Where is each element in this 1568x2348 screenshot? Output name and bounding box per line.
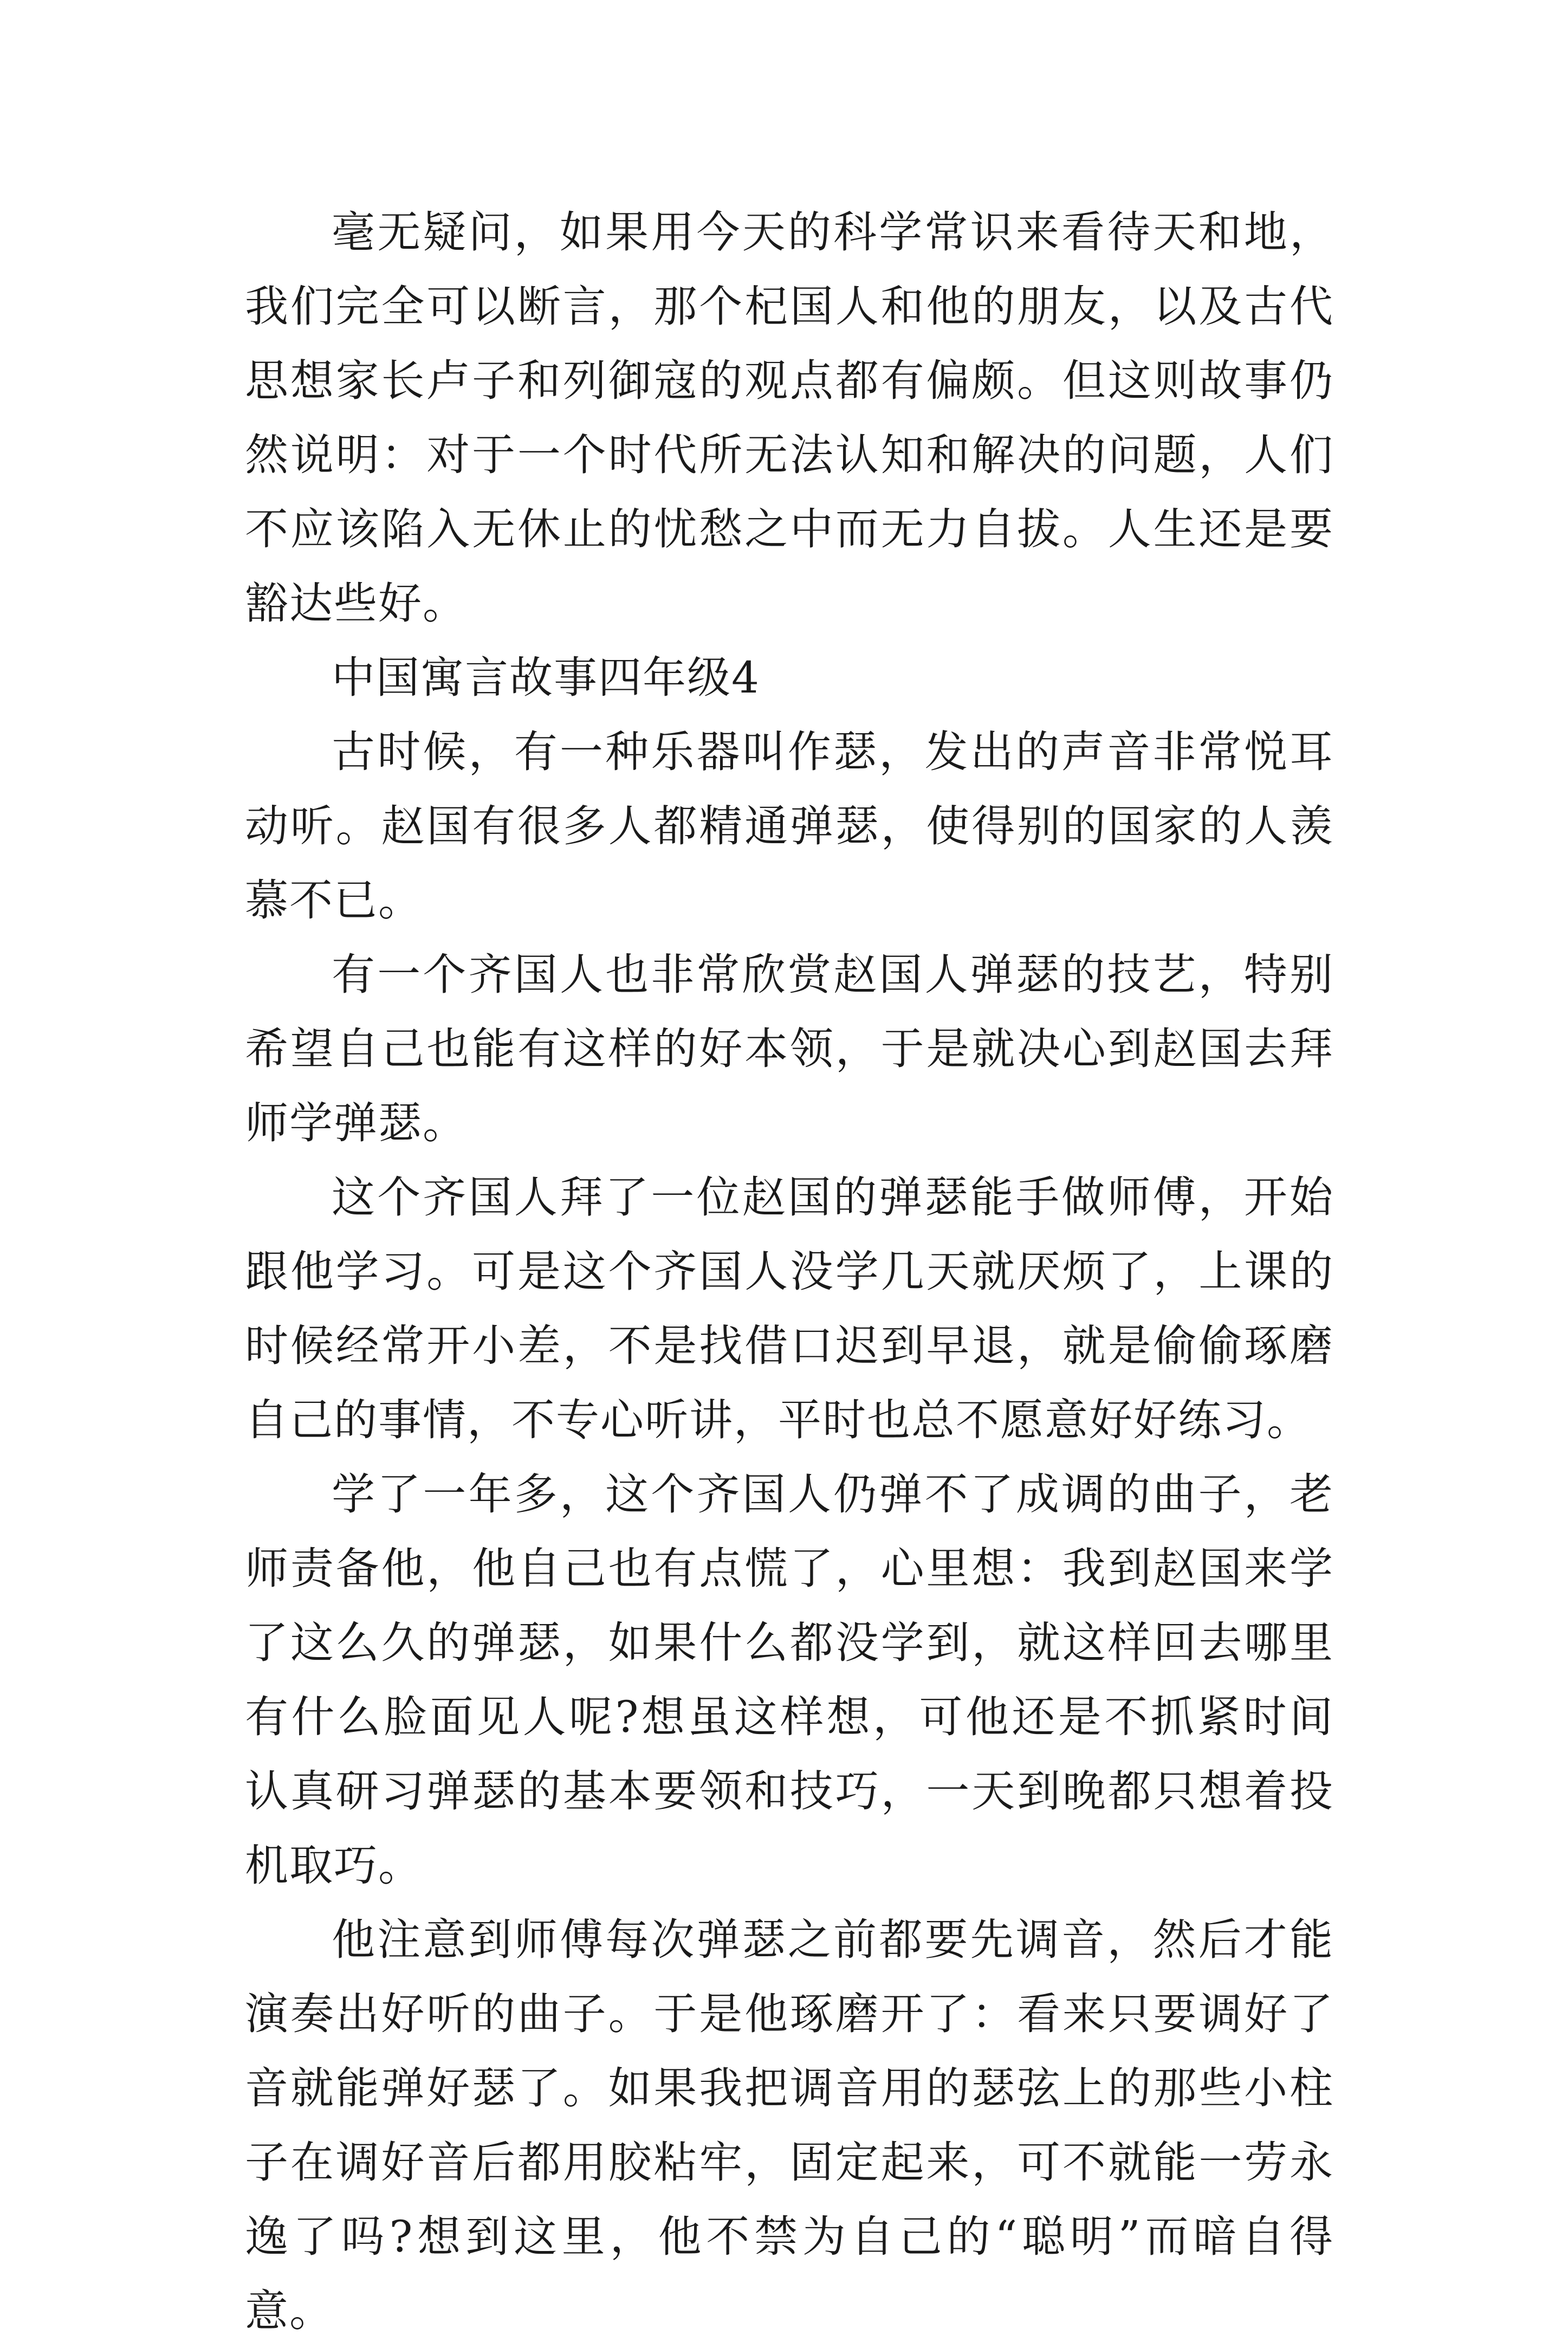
paragraph-tuning: 他注意到师傅每次弹瑟之前都要先调音，然后才能演奏出好听的曲子。于是他琢磨开了：看来只要调好了音就能弹好瑟了。如果我把调音用的瑟弦上的那些小柱子在调好音后都用胶粘牢，固定起来，可不就能一劳永逸了吗?想到这里，他不禁为自己的“聪明”而暗自得意。	[245, 1914, 1334, 2336]
paragraph-one-year: 学了一年多，这个齐国人仍弹不了成调的曲子，老师责备他，他自己也有点慌了，心里想：我到赵国来学了这么久的弹瑟，如果什么都没学到，就这样回去哪里有什么脸面见人呢?想虽这样想，可他还是不抓紧时间认真研习弹瑟的基本要领和技巧，一天到晚都只想着投机取巧。	[245, 1469, 1334, 1891]
paragraph-conclusion: 毫无疑问，如果用今天的科学常识来看待天和地，我们完全可以断言，那个杞国人和他的朋友，以及古代思想家长卢子和列御寇的观点都有偏颇。但这则故事仍然说明：对于一个时代所无法认知和解决的问题，人们不应该陷入无休止的忧愁之中而无力自拔。人生还是要豁达些好。	[245, 207, 1334, 629]
paragraph-qi-admires: 有一个齐国人也非常欣赏赵国人弹瑟的技艺，特别希望自己也能有这样的好本领，于是就决心到赵国去拜师学弹瑟。	[245, 949, 1334, 1148]
paragraph-intro: 古时候，有一种乐器叫作瑟，发出的声音非常悦耳动听。赵国有很多人都精通弹瑟，使得别的国家的人羡慕不已。	[245, 727, 1334, 926]
paragraph-learning: 这个齐国人拜了一位赵国的弹瑟能手做师傅，开始跟他学习。可是这个齐国人没学几天就厌烦了，上课的时候经常开小差，不是找借口迟到早退，就是偷偷琢磨自己的事情，不专心听讲，平时也总不愿意好好练习。	[245, 1172, 1334, 1445]
document-body	[245, 195, 1334, 2348]
section-heading: 中国寓言故事四年级4	[332, 652, 760, 703]
